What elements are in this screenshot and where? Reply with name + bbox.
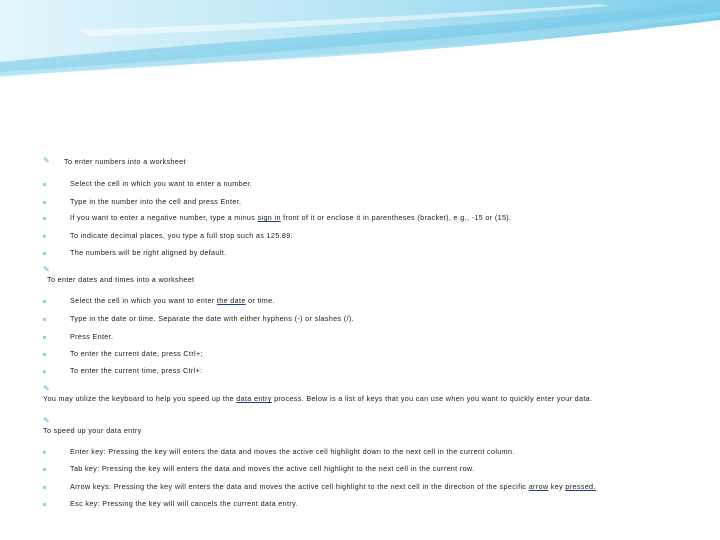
text-segment: To indicate decimal places, you type a full stop such as 125.89. — [70, 231, 293, 240]
text-segment: Press Enter. — [70, 332, 114, 341]
key-list-item — [70, 447, 515, 457]
square-bullet-icon — [43, 486, 46, 489]
list-item — [70, 314, 354, 324]
square-bullet-icon — [43, 201, 46, 204]
list-item — [70, 296, 275, 306]
square-bullet-icon — [43, 183, 46, 186]
square-bullet-icon — [43, 451, 46, 454]
text-segment: Select the cell in which you want to enter a number. — [70, 179, 253, 188]
text-segment: The numbers will be right aligned by default. — [70, 248, 227, 257]
pen-bullet-icon: ✎ — [43, 416, 50, 425]
list-item — [70, 332, 113, 342]
text-segment: Tab key: Pressing the key will enters the data and moves the active cell highlight to the next cell in the current row. — [70, 464, 475, 473]
text-segment: Type in the number into the cell and press Enter. — [70, 197, 242, 206]
square-bullet-icon — [43, 503, 46, 506]
text-segment: To enter the current date, press Ctrl+; — [70, 349, 203, 358]
underlined-link[interactable]: data entry — [236, 394, 272, 403]
list-item — [70, 197, 241, 207]
underlined-link[interactable]: pressed. — [565, 482, 596, 491]
text-segment: key — [548, 482, 566, 491]
square-bullet-icon — [43, 252, 46, 255]
square-bullet-icon — [43, 235, 46, 238]
key-list-item — [70, 482, 596, 492]
list-item — [70, 231, 293, 241]
list-item — [70, 366, 203, 376]
square-bullet-icon — [43, 217, 46, 220]
text-segment: or time. — [245, 296, 275, 305]
list-item — [70, 349, 203, 359]
square-bullet-icon — [43, 370, 46, 373]
text-segment: You may utilize the keyboard to help you speed up the — [43, 394, 237, 403]
text-segment: front of it or enclose it in parentheses (bracket), e.g., -15 or (15). — [280, 213, 512, 222]
text-segment: If you want to enter a negative number, type a minus — [70, 213, 258, 222]
section-heading: To speed up your data entry — [43, 426, 142, 435]
text-segment: Arrow keys: Pressing the key will enters the data and moves the active cell highlight to the next cell in the direction of the specific — [70, 482, 529, 491]
square-bullet-icon — [43, 300, 46, 303]
square-bullet-icon — [43, 318, 46, 321]
pen-bullet-icon: ✎ — [43, 265, 50, 274]
section-heading: To enter numbers into a worksheet — [64, 157, 186, 166]
text-segment: process. Below is a list of keys that you can use when you want to quickly enter your data. — [271, 394, 593, 403]
text-segment: Select the cell in which you want to enter — [70, 296, 217, 305]
square-bullet-icon — [43, 468, 46, 471]
list-item — [70, 213, 511, 223]
section-heading: To enter dates and times into a worksheet — [47, 275, 195, 284]
underlined-link[interactable]: the date — [216, 296, 246, 305]
text-segment: Enter key: Pressing the key will enters the data and moves the active cell highlight down to the next cell in the current column. — [70, 447, 515, 456]
underlined-link[interactable]: sign in — [257, 213, 281, 222]
list-item — [70, 248, 226, 258]
intro-paragraph — [43, 394, 592, 404]
list-item — [70, 179, 252, 189]
underlined-link[interactable]: arrow — [528, 482, 549, 491]
pen-bullet-icon: ✎ — [43, 384, 50, 393]
key-list-item — [70, 464, 474, 474]
square-bullet-icon — [43, 336, 46, 339]
key-list-item — [70, 499, 298, 509]
text-segment: Type in the date or time. Separate the date with either hyphens (-) or slashes (/). — [70, 314, 354, 323]
square-bullet-icon — [43, 353, 46, 356]
text-segment: To enter the current time, press Ctrl+: — [70, 366, 203, 375]
pen-bullet-icon: ✎ — [43, 156, 50, 165]
text-segment: Esc key: Pressing the key will will cancels the current data entry. — [70, 499, 298, 508]
